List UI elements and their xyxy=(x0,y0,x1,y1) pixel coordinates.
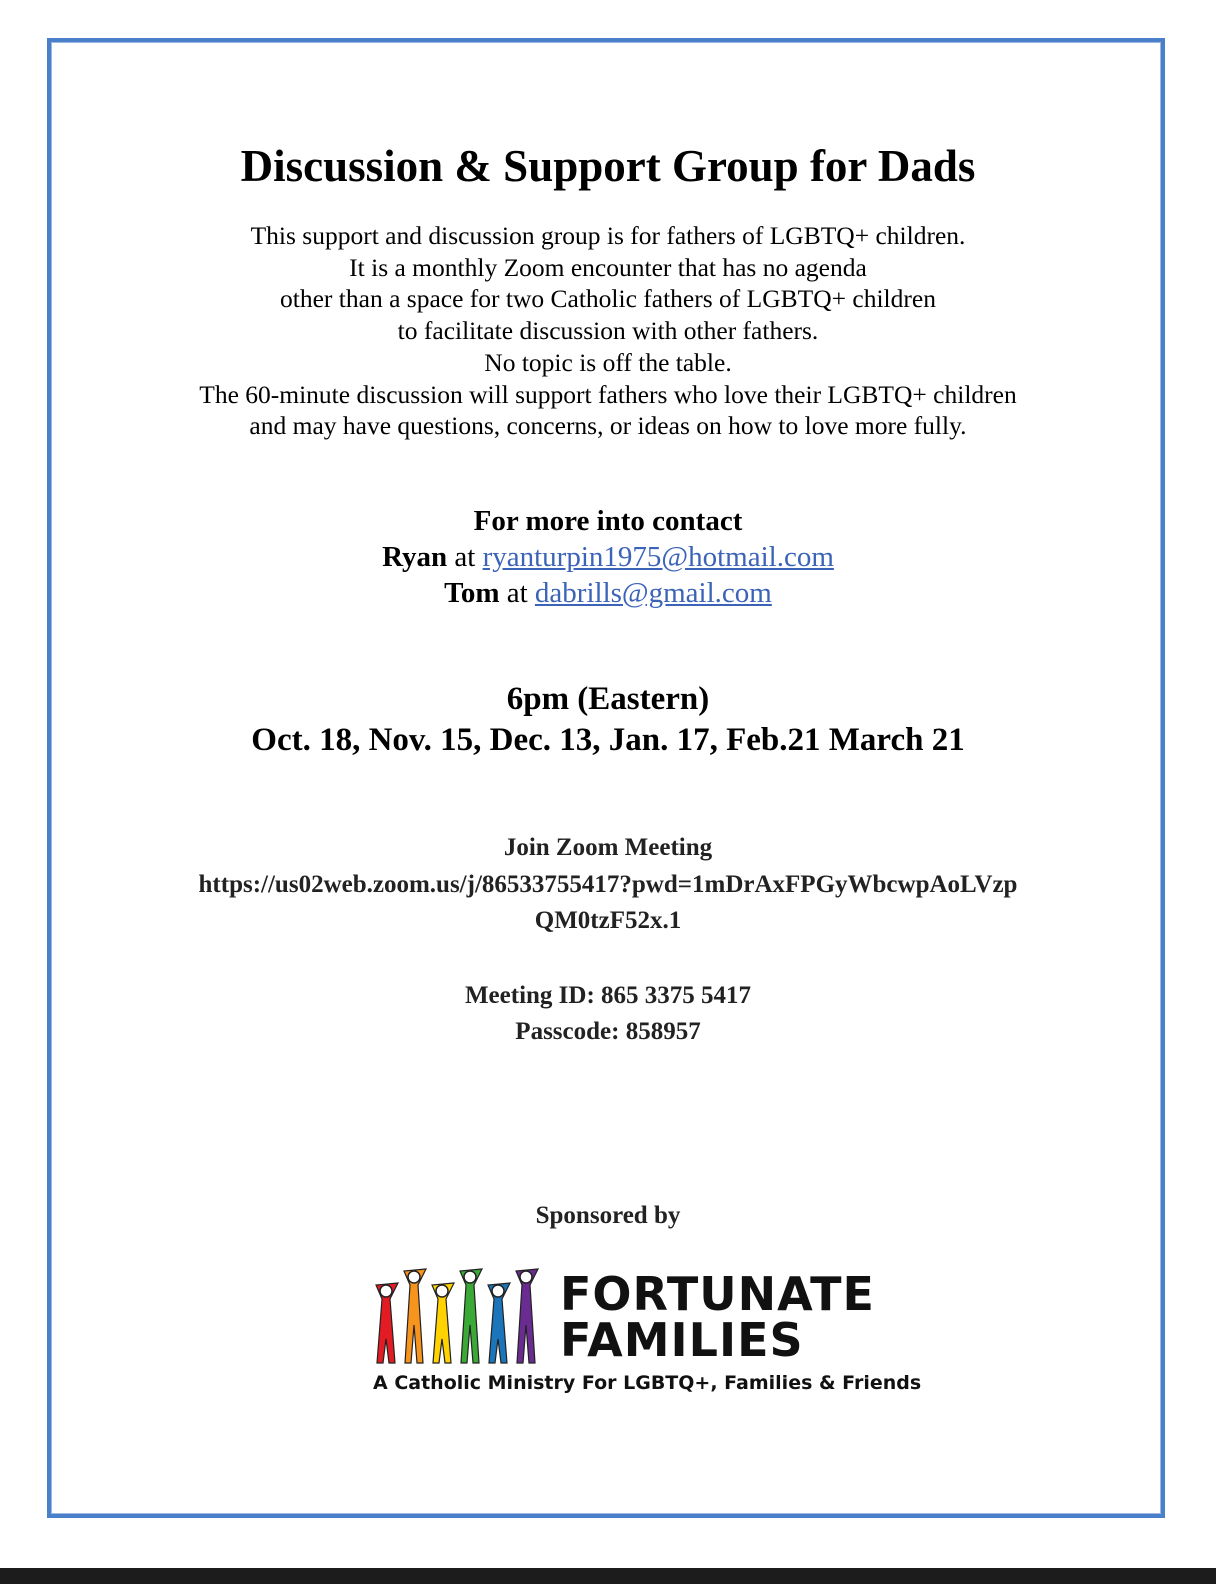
contact-at: at xyxy=(499,577,535,609)
logo-figure xyxy=(376,1283,398,1363)
contact-heading: For more into contact xyxy=(473,505,743,537)
contact-name: Tom xyxy=(444,577,500,609)
logo-word-fortunate: FORTUNATE xyxy=(560,1267,875,1321)
logo-figure xyxy=(432,1283,454,1363)
meeting-dates: Oct. 18, Nov. 15, Dec. 13, Jan. 17, Feb.21 March 21 xyxy=(251,722,965,758)
contact-tom xyxy=(60,575,1156,611)
contact-at: at xyxy=(447,541,483,573)
logo-figure xyxy=(516,1269,538,1363)
description-line: and may have questions, concerns, or ideas on how to love more fully. xyxy=(249,411,967,441)
description-line: to facilitate discussion with other fathers. xyxy=(397,316,819,346)
meeting-id: Meeting ID: 865 3375 5417 xyxy=(464,982,752,1009)
contact-section xyxy=(60,503,1156,611)
logo-figure xyxy=(460,1269,482,1363)
contact-name: Ryan xyxy=(382,541,448,573)
description-line: It is a monthly Zoom encounter that has no agenda xyxy=(349,252,867,282)
logo-word-families: FAMILIES xyxy=(560,1313,804,1367)
schedule-section xyxy=(60,679,1156,761)
meeting-time: 6pm (Eastern) xyxy=(506,681,710,717)
logo-figure xyxy=(404,1269,426,1363)
contact-ryan xyxy=(60,539,1156,575)
fortunate-families-logo xyxy=(370,1255,922,1405)
logo-tagline: A Catholic Ministry For LGBTQ+, Families & Friends xyxy=(373,1372,922,1394)
description-line: The 60-minute discussion will support fathers who love their LGBTQ+ children xyxy=(199,379,1017,409)
zoom-heading: Join Zoom Meeting xyxy=(503,834,713,861)
meeting-credentials xyxy=(60,978,1156,1049)
email-link-tom[interactable]: dabrills@gmail.com xyxy=(534,577,772,609)
description xyxy=(60,220,1156,442)
rainbow-figures-icon xyxy=(370,1255,560,1367)
zoom-url[interactable]: https://us02web.zoom.us/j/86533755417?pwd=1mDrAxFPGyWbcwpAoLVzp xyxy=(198,870,1018,898)
description-line: This support and discussion group is for fathers of LGBTQ+ children. xyxy=(250,221,966,250)
passcode: Passcode: 858957 xyxy=(515,1017,701,1045)
description-line: other than a space for two Catholic fathers of LGBTQ+ children xyxy=(280,284,936,314)
description-line: No topic is off the table. xyxy=(484,347,732,377)
email-link-ryan[interactable]: ryanturpin1975@hotmail.com xyxy=(482,541,834,573)
logo-figure xyxy=(488,1283,510,1363)
zoom-url-continued[interactable]: QM0tzF52x.1 xyxy=(534,907,682,934)
page-title: Discussion & Support Group for Dads xyxy=(240,141,976,191)
zoom-section xyxy=(60,830,1156,940)
sponsored-label: Sponsored by xyxy=(535,1202,681,1229)
bottom-bar xyxy=(0,1568,1216,1584)
